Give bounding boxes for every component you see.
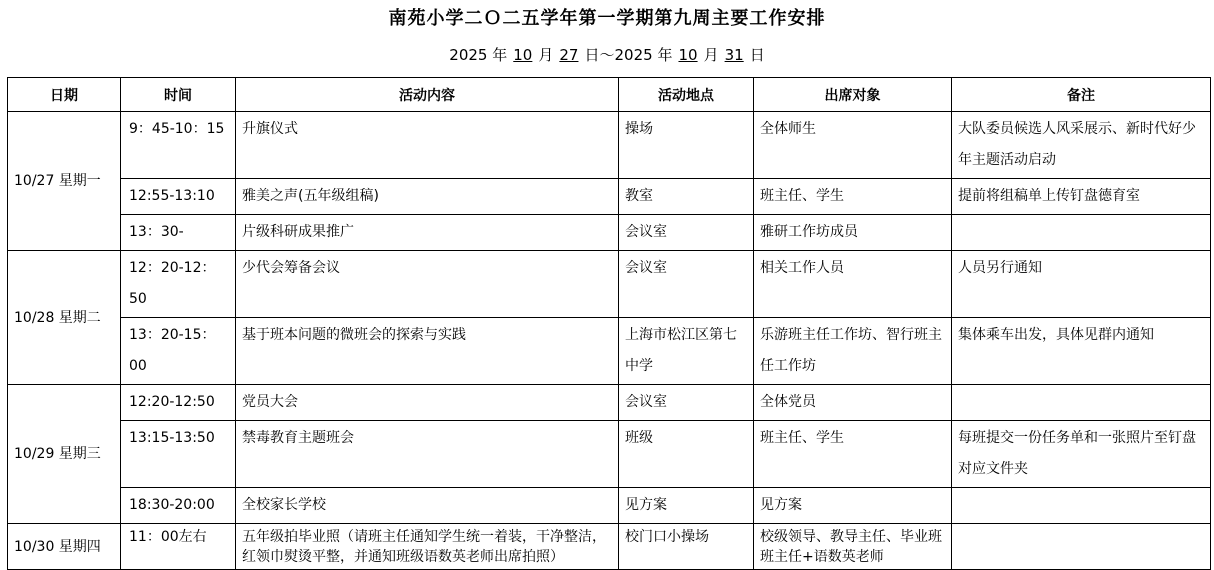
attendees-cell: 班主任、学生 bbox=[754, 421, 952, 488]
table-row bbox=[8, 421, 1211, 488]
location-cell: 会议室 bbox=[619, 251, 754, 318]
note-cell bbox=[952, 215, 1211, 251]
time-cell: 9：45-10：15 bbox=[121, 112, 236, 179]
attendees-cell: 相关工作人员 bbox=[754, 251, 952, 318]
header-location: 活动地点 bbox=[619, 78, 754, 112]
year-char: 年 bbox=[492, 46, 508, 64]
time-cell: 11：00左右 bbox=[121, 524, 236, 570]
time-cell: 13：30- bbox=[121, 215, 236, 251]
time-cell: 13：20-15：00 bbox=[121, 318, 236, 385]
activity-cell: 少代会筹备会议 bbox=[236, 251, 619, 318]
header-activity: 活动内容 bbox=[236, 78, 619, 112]
activity-cell: 五年级拍毕业照（请班主任通知学生统一着装，干净整洁，红领巾熨烫平整，并通知班级语数英老师出席拍照） bbox=[236, 524, 619, 570]
note-cell bbox=[952, 385, 1211, 421]
table-row bbox=[8, 251, 1211, 318]
end-year: 2025 bbox=[614, 46, 653, 64]
page-title: 南苑小学二Ｏ二五学年第一学期第九周主要工作安排 bbox=[388, 8, 826, 29]
start-day: 27 bbox=[559, 46, 579, 64]
location-cell: 上海市松江区第七中学 bbox=[619, 318, 754, 385]
header-time: 时间 bbox=[121, 78, 236, 112]
attendees-cell: 乐游班主任工作坊、智行班主任工作坊 bbox=[754, 318, 952, 385]
header-date: 日期 bbox=[8, 78, 121, 112]
end-month: 10 bbox=[678, 46, 698, 64]
location-cell: 会议室 bbox=[619, 215, 754, 251]
activity-cell: 片级科研成果推广 bbox=[236, 215, 619, 251]
note-cell bbox=[952, 488, 1211, 524]
date-cell: 10/29 星期三 bbox=[8, 385, 121, 524]
note-cell: 大队委员候选人风采展示、新时代好少年主题活动启动 bbox=[952, 112, 1211, 179]
table-row bbox=[8, 524, 1211, 570]
note-cell: 每班提交一份任务单和一张照片至钉盘对应文件夹 bbox=[952, 421, 1211, 488]
note-cell bbox=[952, 524, 1211, 570]
activity-cell: 升旗仪式 bbox=[236, 112, 619, 179]
table-row bbox=[8, 215, 1211, 251]
activity-cell: 禁毒教育主题班会 bbox=[236, 421, 619, 488]
table-row bbox=[8, 318, 1211, 385]
time-cell: 12:20-12:50 bbox=[121, 385, 236, 421]
date-cell: 10/30 星期四 bbox=[8, 524, 121, 570]
location-cell: 会议室 bbox=[619, 385, 754, 421]
attendees-cell: 全体师生 bbox=[754, 112, 952, 179]
location-cell: 教室 bbox=[619, 179, 754, 215]
date-range bbox=[0, 44, 1214, 65]
table-row bbox=[8, 179, 1211, 215]
activity-cell: 雅美之声(五年级组稿) bbox=[236, 179, 619, 215]
start-month: 10 bbox=[513, 46, 533, 64]
end-day: 31 bbox=[724, 46, 744, 64]
activity-cell: 全校家长学校 bbox=[236, 488, 619, 524]
location-cell: 校门口小操场 bbox=[619, 524, 754, 570]
range-separator: ～ bbox=[599, 46, 615, 64]
time-cell: 12：20-12：50 bbox=[121, 251, 236, 318]
day-char: 日 bbox=[584, 46, 600, 64]
date-cell: 10/27 星期一 bbox=[8, 112, 121, 251]
note-cell: 人员另行通知 bbox=[952, 251, 1211, 318]
note-cell: 集体乘车出发，具体见群内通知 bbox=[952, 318, 1211, 385]
attendees-cell: 班主任、学生 bbox=[754, 179, 952, 215]
table-row bbox=[8, 488, 1211, 524]
attendees-cell: 校级领导、教导主任、毕业班班主任+语数英老师 bbox=[754, 524, 952, 570]
year-char: 年 bbox=[657, 46, 673, 64]
schedule-table bbox=[7, 77, 1211, 570]
header-note: 备注 bbox=[952, 78, 1211, 112]
start-year: 2025 bbox=[449, 46, 488, 64]
month-char: 月 bbox=[538, 46, 554, 64]
time-cell: 12:55-13:10 bbox=[121, 179, 236, 215]
location-cell: 操场 bbox=[619, 112, 754, 179]
header-attendees: 出席对象 bbox=[754, 78, 952, 112]
date-cell: 10/28 星期二 bbox=[8, 251, 121, 385]
activity-cell: 党员大会 bbox=[236, 385, 619, 421]
time-cell: 18:30-20:00 bbox=[121, 488, 236, 524]
table-row bbox=[8, 385, 1211, 421]
location-cell: 见方案 bbox=[619, 488, 754, 524]
table-row bbox=[8, 112, 1211, 179]
attendees-cell: 全体党员 bbox=[754, 385, 952, 421]
table-header-row bbox=[8, 78, 1211, 112]
month-char: 月 bbox=[703, 46, 719, 64]
location-cell: 班级 bbox=[619, 421, 754, 488]
activity-cell: 基于班本问题的微班会的探索与实践 bbox=[236, 318, 619, 385]
attendees-cell: 雅研工作坊成员 bbox=[754, 215, 952, 251]
note-cell: 提前将组稿单上传钉盘德育室 bbox=[952, 179, 1211, 215]
attendees-cell: 见方案 bbox=[754, 488, 952, 524]
day-char: 日 bbox=[749, 46, 765, 64]
time-cell: 13:15-13:50 bbox=[121, 421, 236, 488]
